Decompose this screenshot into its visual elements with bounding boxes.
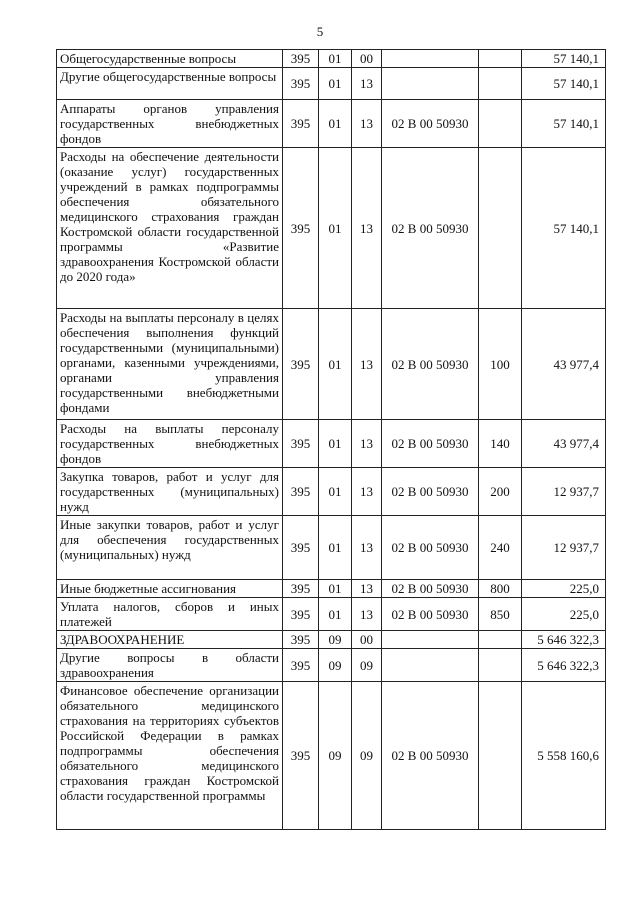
table-row (57, 100, 606, 148)
cell-gr: 395 (283, 100, 319, 148)
cell-csr: 02 В 00 50930 (382, 516, 479, 580)
cell-csr: 02 В 00 50930 (382, 420, 479, 468)
cell-csr (382, 649, 479, 682)
table-row (57, 516, 606, 580)
table-row (57, 148, 606, 309)
row-name: Расходы на выплаты персоналу в целях обеспечения выполнения функций государственными (муниципальными) органами, казенными учреждениями, органами управления государственными внебюджетными фондами (57, 309, 283, 420)
cell-sum: 12 937,7 (522, 516, 606, 580)
cell-pr: 09 (352, 682, 382, 830)
cell-csr: 02 В 00 50930 (382, 148, 479, 309)
cell-gr: 395 (283, 309, 319, 420)
cell-sum: 5 646 322,3 (522, 649, 606, 682)
cell-rz: 01 (319, 580, 352, 598)
cell-pr: 13 (352, 598, 382, 631)
cell-sum: 43 977,4 (522, 420, 606, 468)
cell-rz: 09 (319, 649, 352, 682)
cell-vr (479, 682, 522, 830)
cell-sum: 43 977,4 (522, 309, 606, 420)
cell-vr: 800 (479, 580, 522, 598)
cell-pr: 13 (352, 148, 382, 309)
table-row (57, 598, 606, 631)
table-row (57, 468, 606, 516)
table-row (57, 682, 606, 830)
row-name: Другие общегосударственные вопросы (57, 68, 283, 100)
table-row (57, 649, 606, 682)
cell-csr: 02 В 00 50930 (382, 100, 479, 148)
table-row (57, 631, 606, 649)
cell-pr: 13 (352, 100, 382, 148)
cell-pr: 00 (352, 631, 382, 649)
cell-csr (382, 631, 479, 649)
cell-csr: 02 В 00 50930 (382, 468, 479, 516)
cell-vr (479, 68, 522, 100)
cell-pr: 13 (352, 468, 382, 516)
cell-sum: 57 140,1 (522, 50, 606, 68)
table-row (57, 580, 606, 598)
cell-pr: 13 (352, 309, 382, 420)
row-name: Расходы на выплаты персоналу государственных внебюджетных фондов (57, 420, 283, 468)
cell-vr: 240 (479, 516, 522, 580)
cell-gr: 395 (283, 649, 319, 682)
budget-table-body (57, 50, 606, 830)
cell-rz: 01 (319, 516, 352, 580)
row-name: Иные бюджетные ассигнования (57, 580, 283, 598)
cell-csr (382, 68, 479, 100)
cell-pr: 13 (352, 68, 382, 100)
table-row (57, 50, 606, 68)
cell-csr (382, 50, 479, 68)
cell-sum: 225,0 (522, 598, 606, 631)
cell-rz: 01 (319, 468, 352, 516)
page-number: 5 (316, 24, 324, 39)
cell-vr (479, 631, 522, 649)
cell-rz: 01 (319, 50, 352, 68)
cell-rz: 01 (319, 148, 352, 309)
cell-gr: 395 (283, 631, 319, 649)
cell-rz: 01 (319, 100, 352, 148)
cell-pr: 00 (352, 50, 382, 68)
cell-vr (479, 649, 522, 682)
row-name: Расходы на обеспечение деятельности (оказание услуг) государственных учреждений в рамках подпрограммы обеспечения обязательного медицинского страхования граждан Костромской области государственной программы «Развитие здравоохранения Костромской области до 2020 года» (57, 148, 283, 309)
cell-vr: 140 (479, 420, 522, 468)
cell-rz: 01 (319, 598, 352, 631)
cell-csr: 02 В 00 50930 (382, 598, 479, 631)
cell-sum: 5 646 322,3 (522, 631, 606, 649)
cell-gr: 395 (283, 68, 319, 100)
cell-vr: 100 (479, 309, 522, 420)
cell-gr: 395 (283, 420, 319, 468)
row-name: Общегосударственные вопросы (57, 50, 283, 68)
cell-sum: 5 558 160,6 (522, 682, 606, 830)
cell-pr: 09 (352, 649, 382, 682)
cell-sum: 57 140,1 (522, 148, 606, 309)
cell-gr: 395 (283, 50, 319, 68)
cell-vr: 850 (479, 598, 522, 631)
row-name: Аппараты органов управления государственных внебюджетных фондов (57, 100, 283, 148)
cell-sum: 12 937,7 (522, 468, 606, 516)
cell-rz: 01 (319, 68, 352, 100)
cell-sum: 225,0 (522, 580, 606, 598)
table-row (57, 309, 606, 420)
cell-gr: 395 (283, 598, 319, 631)
cell-gr: 395 (283, 516, 319, 580)
cell-gr: 395 (283, 580, 319, 598)
cell-gr: 395 (283, 682, 319, 830)
cell-vr: 200 (479, 468, 522, 516)
cell-pr: 13 (352, 516, 382, 580)
table-row (57, 420, 606, 468)
cell-rz: 09 (319, 631, 352, 649)
row-name: Закупка товаров, работ и услуг для государственных (муниципальных) нужд (57, 468, 283, 516)
cell-gr: 395 (283, 468, 319, 516)
row-name: Иные закупки товаров, работ и услуг для обеспечения государственных (муниципальных) нужд (57, 516, 283, 580)
cell-csr: 02 В 00 50930 (382, 309, 479, 420)
row-name: ЗДРАВООХРАНЕНИЕ (57, 631, 283, 649)
cell-pr: 13 (352, 420, 382, 468)
cell-gr: 395 (283, 148, 319, 309)
cell-vr (479, 100, 522, 148)
cell-rz: 09 (319, 682, 352, 830)
row-name: Другие вопросы в области здравоохранения (57, 649, 283, 682)
cell-csr: 02 В 00 50930 (382, 682, 479, 830)
cell-vr (479, 50, 522, 68)
cell-csr: 02 В 00 50930 (382, 580, 479, 598)
table-row (57, 68, 606, 100)
cell-rz: 01 (319, 420, 352, 468)
cell-pr: 13 (352, 580, 382, 598)
row-name: Уплата налогов, сборов и иных платежей (57, 598, 283, 631)
cell-sum: 57 140,1 (522, 100, 606, 148)
cell-rz: 01 (319, 309, 352, 420)
cell-sum: 57 140,1 (522, 68, 606, 100)
cell-vr (479, 148, 522, 309)
row-name: Финансовое обеспечение организации обязательного медицинского страхования на территориях субъектов Российской Федерации в рамках подпрограммы обеспечения обязательного медицинского страхования граждан Костромской области государственной программы (57, 682, 283, 830)
budget-table (56, 49, 606, 830)
